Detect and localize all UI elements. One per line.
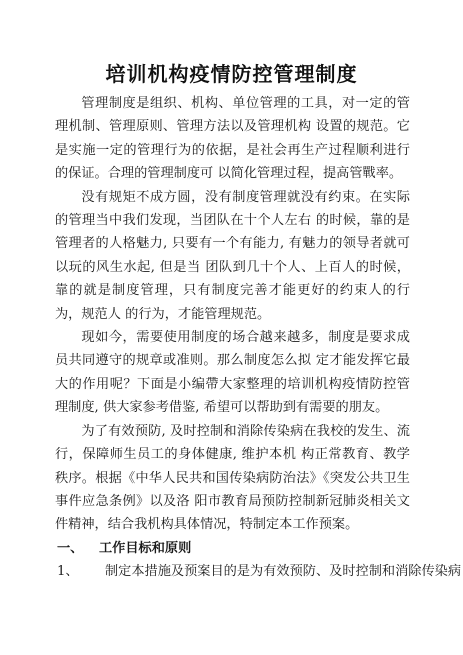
document-body — [55, 92, 462, 584]
section-heading-text: 工作目标和原则 — [99, 540, 192, 556]
list-item-number: 1、 — [57, 564, 79, 580]
section-heading — [55, 537, 410, 560]
paragraph-purpose: 为了有效预防, 及时控制和消除传染病在我校的发生、流行，保障师生员工的身体健康, 维护本机 构正常教育、教学秩序。根据《中华人民共和国传染病防治法》《突发公共卫生事件应急条例》以及洛 阳市教育局预防控制新冠肺炎相关文件精神，结合我机构具体情况，特制定本工作预案。 — [55, 423, 410, 533]
list-item-text: 制定本措施及预案目的是为有效预防、及时控制和消除传染病 — [105, 564, 462, 580]
paragraph-management-definition: 管理制度是组织、机构、单位管理的工具，对一定的管理机制、管理原则、管理方法以及管理机构 设置的规范。它是实施一定的管理行为的依据，是社会再生产过程顺利进行的保证。合理的管理制度可 以简化管理过程，提高管戰率。 — [55, 96, 410, 182]
document-title: 培训机构疫情防控管理制度 — [105, 62, 358, 86]
paragraph-intro: 现如今，需要使用制度的场合越来越多，制度是要求成员共同遵守的规章或准则。那么制度怎么拟 定才能发挥它最大的作用呢？下面是小编帶大家整理的培训机构疫情防控管理制度, 供大家参考借鉴, 希望可以帮助到有需要的朋友。 — [55, 330, 410, 416]
list-item — [55, 560, 462, 583]
paragraph-rules-constraint: 没有规矩不成方圆，没有制度管理就没有约束。在实际的管理当中我们发现，当团队在十个人左右 的时候，靠的是管理者的人格魅力, 只要有一个有能力, 有魅力的领导者就可以玩的风生水起, 但是当 团队到几十个人、上百人的时候，靠的就是制度管理，只有制度完善才能更好的约束人的行为，规范人 的行为，才能管理规范。 — [55, 189, 410, 322]
section-heading-number: 一、 — [57, 540, 84, 556]
